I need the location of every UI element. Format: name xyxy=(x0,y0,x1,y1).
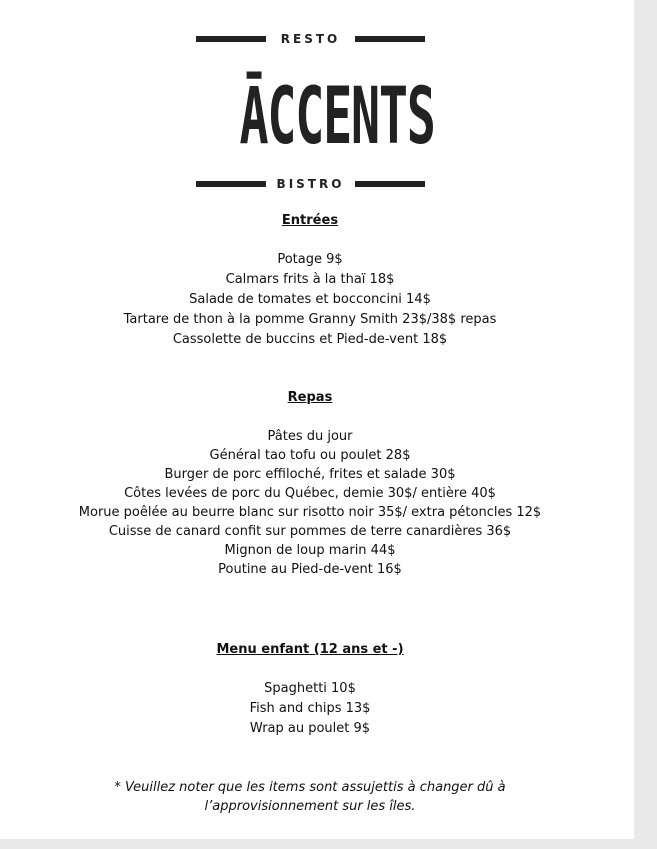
note-line-1: * Veuillez noter que les items sont assujettis à changer dû à xyxy=(114,780,506,795)
menu-item: Fish and chips 13$ xyxy=(249,701,371,716)
menu-item: Tartare de thon à la pomme Granny Smith 23$/38$ repas xyxy=(123,312,497,327)
logo-name: ĀCCENTS xyxy=(239,72,435,162)
menu-item: Pâtes du jour xyxy=(267,429,353,444)
menu-item: Spaghetti 10$ xyxy=(264,681,356,696)
availability-note xyxy=(0,778,620,816)
logo-bar-top-right xyxy=(355,36,425,42)
menu-item: Côtes levées de porc du Québec, demie 30$/ entière 40$ xyxy=(124,486,496,501)
menu-item: Calmars frits à la thaï 18$ xyxy=(225,272,395,287)
menu-item: Mignon de loup marin 44$ xyxy=(224,543,396,558)
menu-item: Cuisse de canard confit sur pommes de terre canardières 36$ xyxy=(108,524,512,539)
note-line-2: l’approvisionnement sur les îles. xyxy=(204,799,416,814)
logo-top-word: RESTO xyxy=(280,32,341,46)
section-title-enfant: Menu enfant (12 ans et -) xyxy=(216,642,404,657)
section-title-repas: Repas xyxy=(287,390,333,405)
menu-item: Potage 9$ xyxy=(277,252,343,267)
enfant-list xyxy=(0,679,620,739)
menu-item: Burger de porc effiloché, frites et salade 30$ xyxy=(164,467,456,482)
restaurant-logo xyxy=(196,30,435,192)
menu-item: Général tao tofu ou poulet 28$ xyxy=(209,448,411,463)
menu-item: Wrap au poulet 9$ xyxy=(249,721,371,736)
logo-bar-bottom-right xyxy=(355,181,425,187)
menu-item: Poutine au Pied-de-vent 16$ xyxy=(218,562,402,577)
entrees-list xyxy=(0,250,620,350)
menu-item: Salade de tomates et bocconcini 14$ xyxy=(189,292,431,307)
section-title-entrees: Entrées xyxy=(281,213,339,228)
menu-item: Morue poêlée au beurre blanc sur risotto noir 35$/ extra pétoncles 12$ xyxy=(78,505,542,520)
logo-bottom-word: BISTRO xyxy=(276,177,345,191)
repas-list xyxy=(0,427,620,579)
menu-item: Cassolette de buccins et Pied-de-vent 18$ xyxy=(172,332,448,347)
